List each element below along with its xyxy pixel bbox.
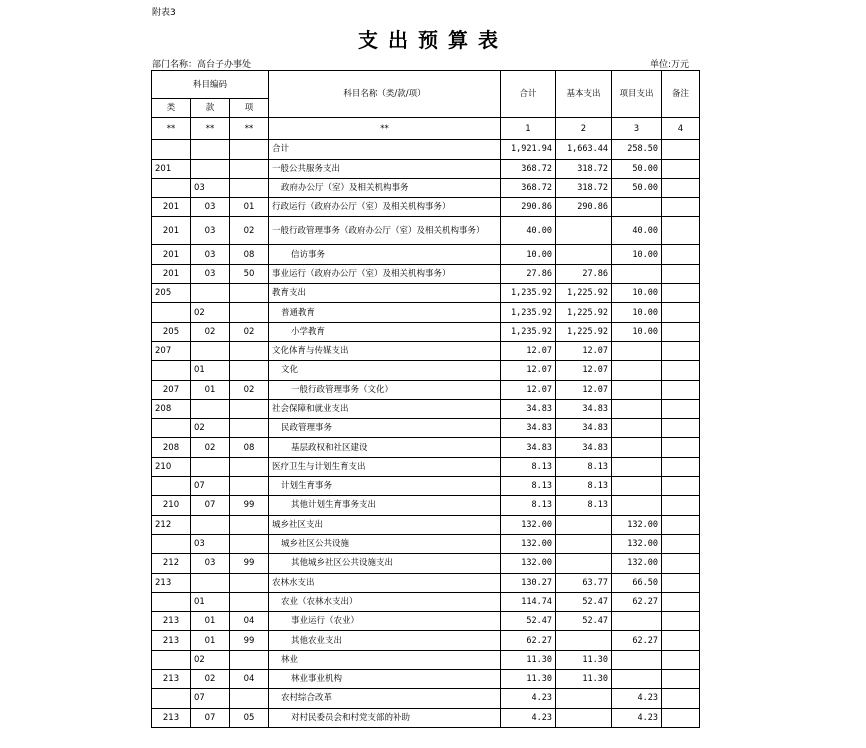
project-cell (612, 612, 662, 631)
total-cell: 130.27 (501, 573, 556, 592)
kuan-cell: 03 (191, 178, 230, 197)
basic-cell: 318.72 (556, 159, 612, 178)
subject-name-cell: 基层政权和社区建设 (269, 438, 501, 457)
total-cell: 8.13 (501, 477, 556, 496)
kuan-cell: 07 (191, 689, 230, 708)
kuan-cell (191, 515, 230, 534)
table-row (152, 245, 700, 264)
project-cell: 10.00 (612, 245, 662, 264)
total-cell: 12.07 (501, 380, 556, 399)
lei-cell (152, 419, 191, 438)
project-cell: 62.27 (612, 592, 662, 611)
kuan-cell (191, 159, 230, 178)
table-row (152, 689, 700, 708)
table-row (152, 198, 700, 217)
lei-cell: 213 (152, 670, 191, 689)
total-cell: 40.00 (501, 217, 556, 245)
table-row (152, 650, 700, 669)
table-row (152, 303, 700, 322)
project-cell: 132.00 (612, 554, 662, 573)
lei-cell: 207 (152, 341, 191, 360)
table-row (152, 217, 700, 245)
lei-cell: 213 (152, 631, 191, 650)
xiang-cell: 01 (230, 198, 269, 217)
total-cell: 4.23 (501, 689, 556, 708)
total-cell: 4.23 (501, 708, 556, 727)
xiang-cell: 08 (230, 245, 269, 264)
lei-cell: 212 (152, 515, 191, 534)
index-cell: 2 (556, 118, 612, 140)
lei-cell: 201 (152, 245, 191, 264)
subject-name-cell: 政府办公厅（室）及相关机构事务 (269, 178, 501, 197)
remark-cell (662, 178, 700, 197)
subject-name-cell: 农村综合改革 (269, 689, 501, 708)
subject-name-cell: 行政运行（政府办公厅（室）及相关机构事务） (269, 198, 501, 217)
subject-name-cell: 一般公共服务支出 (269, 159, 501, 178)
kuan-cell (191, 284, 230, 303)
lei-cell: 205 (152, 284, 191, 303)
lei-cell: 201 (152, 264, 191, 283)
table-row (152, 592, 700, 611)
kuan-cell: 01 (191, 631, 230, 650)
subject-name-cell: 计划生育事务 (269, 477, 501, 496)
basic-cell: 12.07 (556, 341, 612, 360)
total-cell: 368.72 (501, 178, 556, 197)
project-cell (612, 341, 662, 360)
lei-cell: 208 (152, 399, 191, 418)
subject-name-cell: 对村民委员会和村党支部的补助 (269, 708, 501, 727)
basic-cell: 52.47 (556, 592, 612, 611)
project-cell (612, 419, 662, 438)
kuan-cell: 02 (191, 650, 230, 669)
table-row (152, 534, 700, 553)
basic-cell: 12.07 (556, 380, 612, 399)
lei-cell (152, 178, 191, 197)
lei-cell (152, 140, 191, 159)
project-cell (612, 399, 662, 418)
lei-cell (152, 303, 191, 322)
index-cell: ** (152, 118, 191, 140)
xiang-cell: 99 (230, 496, 269, 515)
xiang-cell (230, 303, 269, 322)
remark-cell (662, 612, 700, 631)
remark-cell (662, 438, 700, 457)
index-cell: 3 (612, 118, 662, 140)
total-cell: 34.83 (501, 438, 556, 457)
project-cell: 62.27 (612, 631, 662, 650)
subject-name-cell: 文化 (269, 361, 501, 380)
kuan-cell: 03 (191, 554, 230, 573)
basic-cell: 1,225.92 (556, 303, 612, 322)
remark-cell (662, 689, 700, 708)
subject-name-cell: 普通教育 (269, 303, 501, 322)
xiang-cell: 04 (230, 612, 269, 631)
kuan-cell (191, 341, 230, 360)
xiang-cell: 04 (230, 670, 269, 689)
remark-cell (662, 496, 700, 515)
kuan-cell: 03 (191, 264, 230, 283)
kuan-cell: 01 (191, 592, 230, 611)
remark-cell (662, 341, 700, 360)
total-cell: 34.83 (501, 419, 556, 438)
basic-cell (556, 708, 612, 727)
project-cell (612, 380, 662, 399)
table-row (152, 708, 700, 727)
table-row (152, 399, 700, 418)
lei-cell (152, 650, 191, 669)
project-cell: 10.00 (612, 322, 662, 341)
table-row (152, 515, 700, 534)
project-cell (612, 670, 662, 689)
total-cell: 12.07 (501, 341, 556, 360)
xiang-cell (230, 689, 269, 708)
subject-name-cell: 城乡社区公共设施 (269, 534, 501, 553)
xiang-cell: 99 (230, 554, 269, 573)
kuan-cell (191, 140, 230, 159)
code-group-header: 科目编码 (152, 71, 269, 99)
kuan-cell: 03 (191, 245, 230, 264)
basic-cell: 8.13 (556, 477, 612, 496)
budget-table (151, 70, 700, 728)
subject-name-cell: 事业运行（农业） (269, 612, 501, 631)
remark-cell (662, 284, 700, 303)
xiang-cell: 05 (230, 708, 269, 727)
xiang-cell (230, 515, 269, 534)
table-row (152, 159, 700, 178)
basic-cell: 290.86 (556, 198, 612, 217)
xiang-cell (230, 178, 269, 197)
remark-cell (662, 534, 700, 553)
lei-cell (152, 534, 191, 553)
page-title: 支出预算表 (358, 28, 508, 52)
xiang-cell: 02 (230, 322, 269, 341)
kuan-cell: 01 (191, 380, 230, 399)
xiang-cell (230, 341, 269, 360)
index-cell: ** (191, 118, 230, 140)
project-cell: 132.00 (612, 534, 662, 553)
total-cell: 27.86 (501, 264, 556, 283)
subject-name-cell: 医疗卫生与计划生育支出 (269, 457, 501, 476)
kuan-cell: 02 (191, 419, 230, 438)
subject-name-cell: 文化体育与传媒支出 (269, 341, 501, 360)
remark-cell (662, 380, 700, 399)
subject-name-cell: 社会保障和就业支出 (269, 399, 501, 418)
subject-name-cell: 一般行政管理事务（政府办公厅（室）及相关机构事务） (269, 217, 501, 245)
lei-header: 类 (152, 99, 191, 118)
total-cell: 132.00 (501, 515, 556, 534)
remark-cell (662, 477, 700, 496)
remark-cell (662, 159, 700, 178)
total-cell: 1,235.92 (501, 322, 556, 341)
lei-cell: 207 (152, 380, 191, 399)
total-cell: 114.74 (501, 592, 556, 611)
table-row (152, 419, 700, 438)
kuan-cell: 02 (191, 438, 230, 457)
subject-name-cell: 其他农业支出 (269, 631, 501, 650)
lei-cell (152, 592, 191, 611)
subject-name-cell: 事业运行（政府办公厅（室）及相关机构事务） (269, 264, 501, 283)
xiang-cell: 08 (230, 438, 269, 457)
kuan-cell: 07 (191, 708, 230, 727)
remark-cell (662, 419, 700, 438)
xiang-cell (230, 457, 269, 476)
remark-cell (662, 592, 700, 611)
xiang-cell (230, 159, 269, 178)
subject-name-cell: 信访事务 (269, 245, 501, 264)
table-row (152, 380, 700, 399)
xiang-cell (230, 592, 269, 611)
table-row (152, 573, 700, 592)
basic-cell: 52.47 (556, 612, 612, 631)
kuan-cell (191, 573, 230, 592)
table-row (152, 670, 700, 689)
kuan-cell: 07 (191, 496, 230, 515)
subject-name-cell: 其他计划生育事务支出 (269, 496, 501, 515)
lei-cell: 201 (152, 217, 191, 245)
subject-name-cell: 小学教育 (269, 322, 501, 341)
subject-name-cell: 林业 (269, 650, 501, 669)
table-row (152, 322, 700, 341)
subject-name-cell: 一般行政管理事务（文化） (269, 380, 501, 399)
basic-cell: 1,225.92 (556, 284, 612, 303)
attachment-label: 附表3 (152, 8, 176, 18)
project-cell (612, 496, 662, 515)
xiang-cell (230, 650, 269, 669)
remark-cell (662, 457, 700, 476)
project-cell: 66.50 (612, 573, 662, 592)
total-header: 合计 (501, 71, 556, 118)
remark-cell (662, 554, 700, 573)
basic-cell: 34.83 (556, 419, 612, 438)
project-cell: 50.00 (612, 178, 662, 197)
basic-cell (556, 554, 612, 573)
kuan-cell: 02 (191, 322, 230, 341)
basic-cell (556, 515, 612, 534)
project-cell: 10.00 (612, 284, 662, 303)
total-cell: 1,921.94 (501, 140, 556, 159)
table-row (152, 631, 700, 650)
total-cell: 62.27 (501, 631, 556, 650)
table-row (152, 554, 700, 573)
basic-cell: 63.77 (556, 573, 612, 592)
project-cell (612, 361, 662, 380)
table-row (152, 140, 700, 159)
total-cell: 10.00 (501, 245, 556, 264)
basic-cell (556, 534, 612, 553)
total-cell: 12.07 (501, 361, 556, 380)
basic-cell: 1,225.92 (556, 322, 612, 341)
kuan-cell: 01 (191, 361, 230, 380)
table-row (152, 612, 700, 631)
total-cell: 34.83 (501, 399, 556, 418)
basic-cell (556, 217, 612, 245)
xiang-cell (230, 534, 269, 553)
basic-cell (556, 689, 612, 708)
kuan-cell: 01 (191, 612, 230, 631)
kuan-cell (191, 399, 230, 418)
basic-cell: 11.30 (556, 650, 612, 669)
project-cell: 258.50 (612, 140, 662, 159)
remark-cell (662, 515, 700, 534)
subject-name-cell: 其他城乡社区公共设施支出 (269, 554, 501, 573)
table-row (152, 477, 700, 496)
total-cell: 1,235.92 (501, 284, 556, 303)
subject-name-cell: 民政管理事务 (269, 419, 501, 438)
kuan-cell: 07 (191, 477, 230, 496)
project-cell (612, 650, 662, 669)
subject-name-cell: 城乡社区支出 (269, 515, 501, 534)
lei-cell (152, 361, 191, 380)
remark-cell (662, 140, 700, 159)
lei-cell (152, 477, 191, 496)
table-row (152, 178, 700, 197)
remark-cell (662, 322, 700, 341)
total-cell: 132.00 (501, 554, 556, 573)
project-cell (612, 477, 662, 496)
kuan-cell: 02 (191, 303, 230, 322)
index-cell: ** (230, 118, 269, 140)
basic-header: 基本支出 (556, 71, 612, 118)
remark-header: 备注 (662, 71, 700, 118)
kuan-cell: 03 (191, 217, 230, 245)
total-cell: 11.30 (501, 670, 556, 689)
remark-cell (662, 573, 700, 592)
kuan-header: 款 (191, 99, 230, 118)
basic-cell: 27.86 (556, 264, 612, 283)
project-cell: 4.23 (612, 689, 662, 708)
remark-cell (662, 217, 700, 245)
basic-cell: 34.83 (556, 399, 612, 418)
basic-cell: 318.72 (556, 178, 612, 197)
xiang-cell: 02 (230, 217, 269, 245)
subject-name-cell: 农林水支出 (269, 573, 501, 592)
subject-name-cell: 农业（农林水支出） (269, 592, 501, 611)
xiang-cell (230, 399, 269, 418)
lei-cell: 213 (152, 612, 191, 631)
remark-cell (662, 361, 700, 380)
basic-cell: 8.13 (556, 496, 612, 515)
kuan-cell: 03 (191, 534, 230, 553)
total-cell: 11.30 (501, 650, 556, 669)
remark-cell (662, 303, 700, 322)
total-cell: 8.13 (501, 496, 556, 515)
total-cell: 52.47 (501, 612, 556, 631)
unit-label: 单位:万元 (650, 60, 690, 70)
xiang-cell: 02 (230, 380, 269, 399)
remark-cell (662, 708, 700, 727)
xiang-cell (230, 284, 269, 303)
index-cell: 4 (662, 118, 700, 140)
basic-cell (556, 631, 612, 650)
table-row (152, 438, 700, 457)
remark-cell (662, 264, 700, 283)
table-row (152, 264, 700, 283)
xiang-cell (230, 573, 269, 592)
lei-cell: 205 (152, 322, 191, 341)
remark-cell (662, 399, 700, 418)
kuan-cell (191, 457, 230, 476)
basic-cell: 12.07 (556, 361, 612, 380)
remark-cell (662, 650, 700, 669)
remark-cell (662, 245, 700, 264)
project-cell: 4.23 (612, 708, 662, 727)
table-row (152, 341, 700, 360)
table-row (152, 457, 700, 476)
table-row (152, 361, 700, 380)
project-cell: 132.00 (612, 515, 662, 534)
table-row (152, 284, 700, 303)
subject-name-cell: 教育支出 (269, 284, 501, 303)
xiang-cell (230, 419, 269, 438)
xiang-cell: 50 (230, 264, 269, 283)
subject-name-cell: 合计 (269, 140, 501, 159)
lei-cell: 210 (152, 457, 191, 476)
basic-cell: 8.13 (556, 457, 612, 476)
total-cell: 368.72 (501, 159, 556, 178)
project-cell (612, 438, 662, 457)
lei-cell: 201 (152, 198, 191, 217)
total-cell: 1,235.92 (501, 303, 556, 322)
index-cell: ** (269, 118, 501, 140)
kuan-cell: 03 (191, 198, 230, 217)
project-cell: 40.00 (612, 217, 662, 245)
xiang-cell: 99 (230, 631, 269, 650)
lei-cell (152, 689, 191, 708)
lei-cell: 208 (152, 438, 191, 457)
project-cell (612, 264, 662, 283)
kuan-cell: 02 (191, 670, 230, 689)
remark-cell (662, 198, 700, 217)
name-header: 科目名称（类/款/项） (269, 71, 501, 118)
xiang-cell (230, 140, 269, 159)
basic-cell: 11.30 (556, 670, 612, 689)
total-cell: 132.00 (501, 534, 556, 553)
xiang-header: 项 (230, 99, 269, 118)
index-cell: 1 (501, 118, 556, 140)
total-cell: 290.86 (501, 198, 556, 217)
basic-cell: 1,663.44 (556, 140, 612, 159)
remark-cell (662, 670, 700, 689)
xiang-cell (230, 477, 269, 496)
lei-cell: 210 (152, 496, 191, 515)
lei-cell: 213 (152, 708, 191, 727)
lei-cell: 213 (152, 573, 191, 592)
subject-name-cell: 林业事业机构 (269, 670, 501, 689)
project-cell: 10.00 (612, 303, 662, 322)
project-cell: 50.00 (612, 159, 662, 178)
total-cell: 8.13 (501, 457, 556, 476)
table-row (152, 496, 700, 515)
department-name: 部门名称：高台子办事处 (152, 60, 252, 70)
project-cell (612, 457, 662, 476)
xiang-cell (230, 361, 269, 380)
lei-cell: 201 (152, 159, 191, 178)
lei-cell: 212 (152, 554, 191, 573)
basic-cell (556, 245, 612, 264)
basic-cell: 34.83 (556, 438, 612, 457)
project-header: 项目支出 (612, 71, 662, 118)
remark-cell (662, 631, 700, 650)
project-cell (612, 198, 662, 217)
